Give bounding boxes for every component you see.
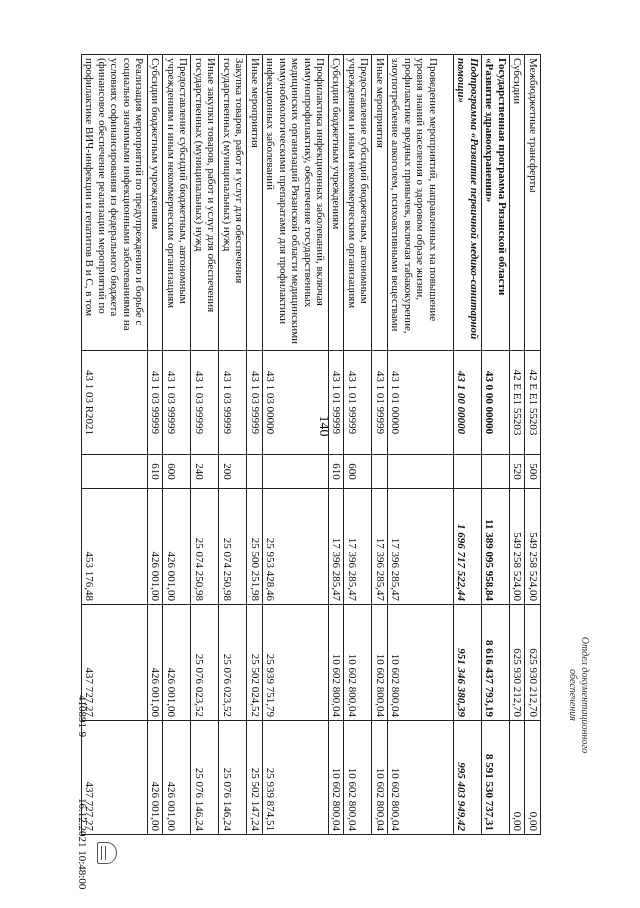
row-expense-type xyxy=(454,455,482,489)
row-amount-year-1: 11 389 095 958,84 xyxy=(482,489,510,605)
row-code: 43 1 03 99999 xyxy=(191,351,219,455)
footer-document-number: 410891-9 xyxy=(76,695,88,738)
row-expense-type xyxy=(82,455,148,489)
row-code: 43 1 03 99999 xyxy=(148,351,164,455)
row-amount-year-1: 17 396 285,47 xyxy=(372,489,388,605)
budget-table-wrapper xyxy=(83,54,541,834)
table-row xyxy=(525,55,541,835)
table-row xyxy=(148,55,164,835)
row-code: 43 1 03 00000 xyxy=(263,351,329,455)
table-row xyxy=(329,55,345,835)
row-amount-year-2: 8 616 437 793,19 xyxy=(482,605,510,721)
row-amount-year-2: 25 939 751,79 xyxy=(263,605,329,721)
table-row xyxy=(191,55,219,835)
row-amount-year-1: 453 176,48 xyxy=(82,489,148,605)
table-row xyxy=(510,55,526,835)
row-amount-year-3: 437 727,27 xyxy=(82,721,148,835)
row-amount-year-3: 25 502 147,24 xyxy=(247,721,263,835)
row-name: Профилактика инфекционных заболеваний, включая иммунопрофилактику, обеспечение государственных медицинских организаций Рязанской области медицинскими иммунобиологическими препаратами для профилактики инфекционных заболеваний xyxy=(263,55,329,351)
row-amount-year-3: 25 076 146,24 xyxy=(219,721,247,835)
row-amount-year-3: 995 403 949,42 xyxy=(454,721,482,835)
row-amount-year-2: 625 930 212,70 xyxy=(525,605,541,721)
row-amount-year-1: 25 953 428,46 xyxy=(263,489,329,605)
row-amount-year-3: 426 001,00 xyxy=(163,721,191,835)
row-name: Иные закупки товаров, работ и услуг для обеспечения государственных (муниципальных) нужд xyxy=(191,55,219,351)
row-name: Предоставление субсидий бюджетным, автономным учреждениям и иным некоммерческим организациям xyxy=(163,55,191,351)
row-amount-year-2: 25 076 023,52 xyxy=(219,605,247,721)
row-amount-year-2: 10 602 800,04 xyxy=(329,605,345,721)
row-amount-year-3: 10 602 800,04 xyxy=(372,721,388,835)
row-code: 43 1 01 00000 xyxy=(388,351,454,455)
table-row xyxy=(219,55,247,835)
row-amount-year-1: 17 396 285,47 xyxy=(329,489,345,605)
row-expense-type xyxy=(263,455,329,489)
table-row xyxy=(344,55,372,835)
row-expense-type: 610 xyxy=(329,455,345,489)
row-code: 43 1 01 99999 xyxy=(329,351,345,455)
row-amount-year-2: 10 602 800,04 xyxy=(388,605,454,721)
row-name: Государственная программа Рязанской области «Развитие здравоохранения» xyxy=(482,55,510,351)
table-row xyxy=(454,55,482,835)
row-expense-type xyxy=(388,455,454,489)
table-row xyxy=(372,55,388,835)
row-code: 42 Е Е1 55203 xyxy=(525,351,541,455)
row-amount-year-2: 25 076 023,52 xyxy=(191,605,219,721)
row-amount-year-3: 0,00 xyxy=(510,721,526,835)
row-code: 43 0 00 00000 xyxy=(482,351,510,455)
row-expense-type xyxy=(247,455,263,489)
row-name: Реализация мероприятий по предупреждению и борьбе с социально значимыми инфекционными заболеваниями на условиях софинансирования из федерального бюджета (финансовое обеспечение реализации мероприятий по профилактике ВИЧ-инфекции и гепатитов В и С, в том xyxy=(82,55,148,351)
budget-table-body xyxy=(82,55,541,835)
row-code: 43 1 03 R2021 xyxy=(82,351,148,455)
row-amount-year-2: 426 001,00 xyxy=(148,605,164,721)
row-name: Субсидии xyxy=(510,55,526,351)
row-expense-type: 240 xyxy=(191,455,219,489)
row-amount-year-2: 625 930 212,70 xyxy=(510,605,526,721)
row-amount-year-3: 0,00 xyxy=(525,721,541,835)
table-row xyxy=(163,55,191,835)
row-amount-year-3: 10 602 800,04 xyxy=(388,721,454,835)
emblem-icon xyxy=(97,842,117,864)
row-amount-year-1: 549 258 524,00 xyxy=(525,489,541,605)
table-row xyxy=(82,55,148,835)
row-code: 43 1 03 99999 xyxy=(219,351,247,455)
row-code: 43 1 03 99999 xyxy=(163,351,191,455)
row-name: Закупка товаров, работ и услуг для обеспечения государственных (муниципальных) нужд xyxy=(219,55,247,351)
row-amount-year-2: 437 727,27 xyxy=(82,605,148,721)
row-name: Проведение мероприятий, направленных на повышение уровня знаний населения о здоровом образе жизни, профилактике вредных привычек, включая табакокурение, злоупотребление алкоголем, психоактивными веществами xyxy=(388,55,454,351)
row-amount-year-1: 25 074 250,98 xyxy=(219,489,247,605)
row-name: Межбюджетные трансферты xyxy=(525,55,541,351)
row-expense-type xyxy=(482,455,510,489)
row-amount-year-3: 25 076 146,24 xyxy=(191,721,219,835)
row-name: Субсидии бюджетным учреждениям xyxy=(329,55,345,351)
row-expense-type: 200 xyxy=(219,455,247,489)
row-amount-year-3: 10 602 800,04 xyxy=(329,721,345,835)
row-expense-type: 520 xyxy=(510,455,526,489)
row-amount-year-1: 426 001,00 xyxy=(148,489,164,605)
row-name: Предоставление субсидий бюджетным, автономным учреждениям и иным некоммерческим организациям xyxy=(344,55,372,351)
row-expense-type: 600 xyxy=(344,455,372,489)
table-row xyxy=(263,55,329,835)
row-amount-year-3: 8 591 530 737,31 xyxy=(482,721,510,835)
row-name: Подпрограмма «Развитие первичной медико-санитарной помощи» xyxy=(454,55,482,351)
row-amount-year-2: 951 346 380,39 xyxy=(454,605,482,721)
row-amount-year-2: 10 602 800,04 xyxy=(372,605,388,721)
department-stamp xyxy=(566,595,590,795)
row-amount-year-1: 25 074 250,98 xyxy=(191,489,219,605)
row-amount-year-3: 10 602 800,04 xyxy=(344,721,372,835)
row-expense-type xyxy=(372,455,388,489)
row-code: 43 1 01 99999 xyxy=(372,351,388,455)
row-expense-type: 610 xyxy=(148,455,164,489)
footer-date: 16.12.2021 10:48:00 xyxy=(76,798,88,890)
row-name: Иные мероприятия xyxy=(247,55,263,351)
budget-table xyxy=(81,54,541,835)
stamp-line-1: Отдел документационного xyxy=(579,636,590,754)
row-code: 43 1 01 99999 xyxy=(344,351,372,455)
row-code: 43 1 00 00000 xyxy=(454,351,482,455)
row-amount-year-1: 549 258 524,00 xyxy=(510,489,526,605)
stamp-line-2: обеспечения xyxy=(567,669,578,721)
page-number: 140 xyxy=(316,415,331,437)
row-amount-year-1: 1 696 717 522,44 xyxy=(454,489,482,605)
row-expense-type: 600 xyxy=(163,455,191,489)
row-amount-year-1: 17 396 285,47 xyxy=(344,489,372,605)
row-amount-year-3: 426 001,00 xyxy=(148,721,164,835)
row-amount-year-2: 426 001,00 xyxy=(163,605,191,721)
row-amount-year-2: 25 502 024,52 xyxy=(247,605,263,721)
row-code: 43 1 03 99999 xyxy=(247,351,263,455)
row-name: Иные мероприятия xyxy=(372,55,388,351)
row-amount-year-1: 426 001,00 xyxy=(163,489,191,605)
row-amount-year-1: 17 396 285,47 xyxy=(388,489,454,605)
table-row xyxy=(247,55,263,835)
row-amount-year-3: 25 939 874,51 xyxy=(263,721,329,835)
row-expense-type: 500 xyxy=(525,455,541,489)
row-amount-year-1: 25 500 251,98 xyxy=(247,489,263,605)
row-code: 42 Е Е1 55203 xyxy=(510,351,526,455)
table-row xyxy=(482,55,510,835)
table-row xyxy=(388,55,454,835)
row-amount-year-2: 10 602 800,04 xyxy=(344,605,372,721)
row-name: Субсидии бюджетным учреждениям xyxy=(148,55,164,351)
